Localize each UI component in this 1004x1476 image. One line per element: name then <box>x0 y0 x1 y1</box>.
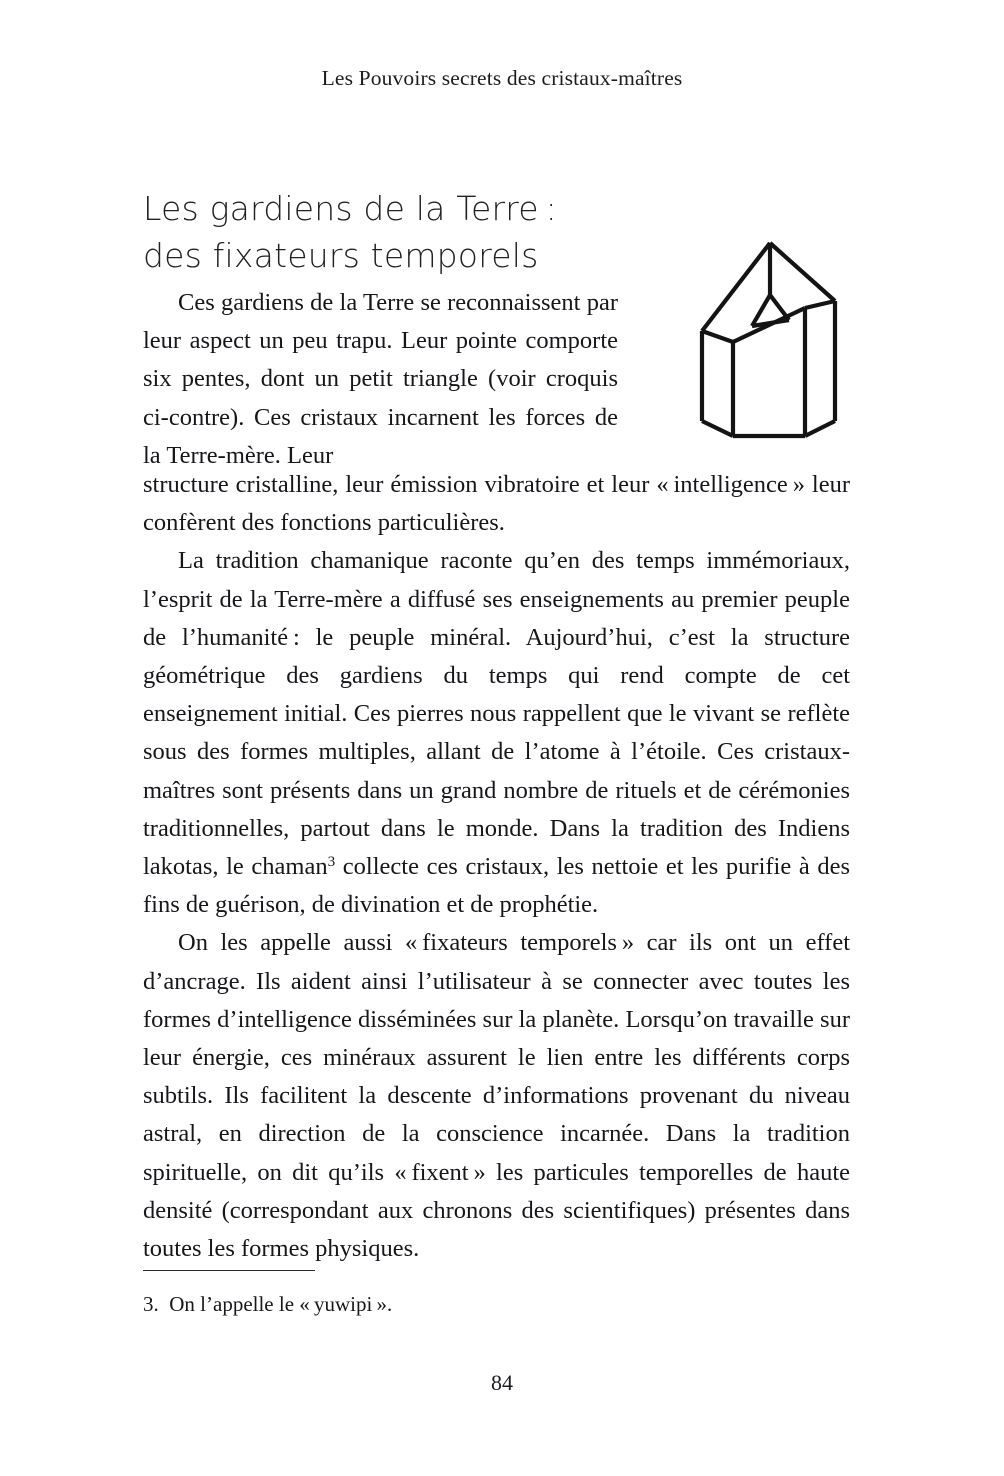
crystal-illustration <box>688 229 858 454</box>
paragraph-3: On les appelle aussi « fixateurs temporels » car ils ont un effet d’ancrage. Ils aident ainsi l’utilisateur à se connecter avec toutes les formes d’intelligence disséminées sur la planète. Lorsqu’on travaille sur leur énergie, ces minéraux assurent le lien entre les différents corps subtils. Ils facilitent la descente d’informations provenant du niveau astral, en direction de la conscience incarnée. Dans la tradition spirituelle, on dit qu’ils « fixent » les particules temporelles de haute densité (correspondant aux chronons des scientifiques) présentes dans toutes les formes physiques. <box>143 929 850 1263</box>
page-title <box>143 185 703 279</box>
page-number: 84 <box>491 1370 513 1395</box>
footnote-marker: 3. <box>143 1292 159 1316</box>
footnote-area <box>143 1270 850 1319</box>
body-column-top <box>143 284 618 475</box>
footnote-separator-rule <box>143 1270 315 1271</box>
footnote-text: On l’appelle le « yuwipi ». <box>169 1292 393 1316</box>
paragraph-2-part-a: La tradition chamanique raconte qu’en des temps immémoriaux, l’esprit de la Terre-mère a diffusé ses enseignements au premier peuple de l’humanité : le peuple minéral. Aujourd’hui, c’est la structure géométrique des gardiens du temps qui rend compte de cet enseignement initial. Ces pierres nous rappellent que le vivant se reflète sous des formes multiples, allant de l’atome à l’étoile. Ces cristaux-maîtres sont présents dans un grand nombre de rituels et de cérémonies traditionnelles, partout dans le monde. Dans la tradition des Indiens lakotas, le chaman <box>143 547 850 881</box>
paragraph-2-part-b: collecte ces cristaux, les nettoie et les purifie à des fins de guérison, de divination et de prophétie. <box>143 853 850 919</box>
page-title-line-2: des fixateurs temporels <box>143 236 539 276</box>
body-column-main <box>143 466 850 1268</box>
crystal-icon <box>688 229 858 454</box>
page-title-line-1: Les gardiens de la Terre : <box>143 189 557 229</box>
footnote-reference-3[interactable]: 3 <box>327 853 336 871</box>
paragraph-1-head: Ces gardiens de la Terre se reconnaissent par leur aspect un peu trapu. Leur pointe comporte six pentes, dont un petit triangle (voir croquis ci-contre). Ces cristaux incarnent les forces de la Terre-mère. Leur <box>143 289 618 469</box>
paragraph-2 <box>143 542 850 924</box>
paragraph-1-tail: structure cristalline, leur émission vibratoire et leur « intelligence » leur confèrent des fonctions particulières. <box>143 471 850 537</box>
footnote-item <box>143 1289 850 1319</box>
running-head: Les Pouvoirs secrets des cristaux-maîtres <box>321 66 683 90</box>
